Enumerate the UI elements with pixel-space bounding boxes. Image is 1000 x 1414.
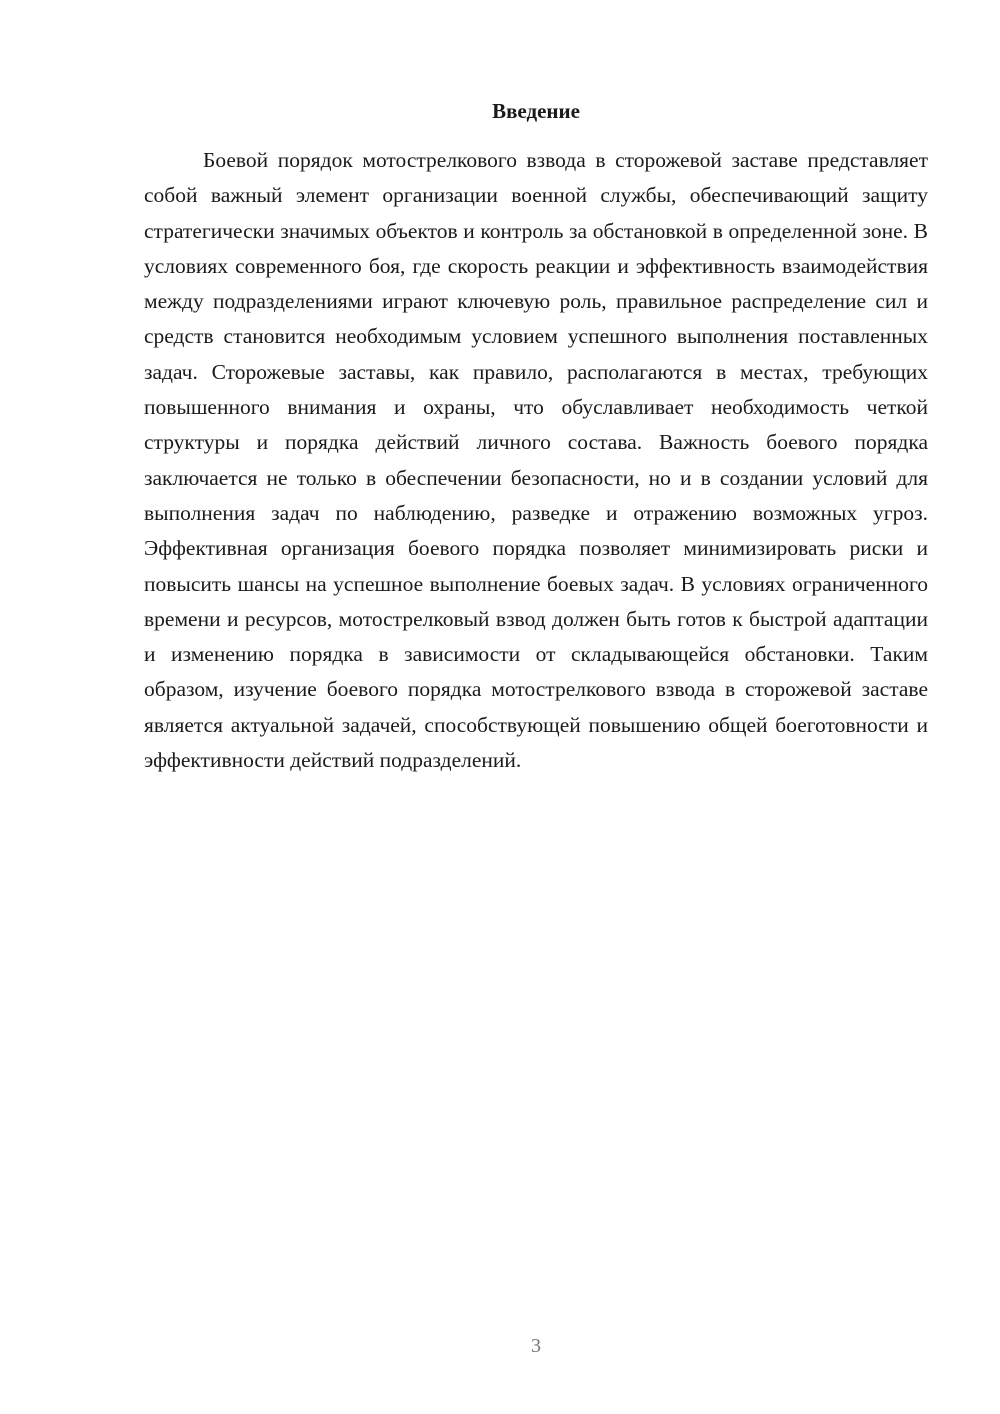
section-heading: Введение (492, 99, 580, 123)
page-number: 3 (531, 1335, 541, 1357)
body-paragraph: Боевой порядок мотострелкового взвода в сторожевой заставе представляет собой важный элемент организации военной службы, обеспечивающий защиту стратегически значимых объектов и контроль за обстановкой в определенной зоне. В условиях современного боя, где скорость реакции и эффективность взаимодействия между подразделениями играют ключевую роль, правильное распределение сил и средств становится необходимым условием успешного выполнения поставленных задач. Сторожевые заставы, как правило, располагаются в местах, требующих повышенного внимания и охраны, что обуславливает необходимость четкой структуры и порядка действий личного состава. Важность боевого порядка заключается не только в обеспечении безопасности, но и в создании условий для выполнения задач по наблюдению, разведке и отражению возможных угроз. Эффективная организация боевого порядка позволяет минимизировать риски и повысить шансы на успешное выполнение боевых задач. В условиях ограниченного времени и ресурсов, мотострелковый взвод должен быть готов к быстрой адаптации и изменению порядка в зависимости от складывающейся обстановки. Таким образом, изучение боевого порядка мотострелкового взвода в сторожевой заставе является актуальной задачей, способствующей повышению общей боеготовности и эффективности действий подразделений. (144, 148, 928, 773)
